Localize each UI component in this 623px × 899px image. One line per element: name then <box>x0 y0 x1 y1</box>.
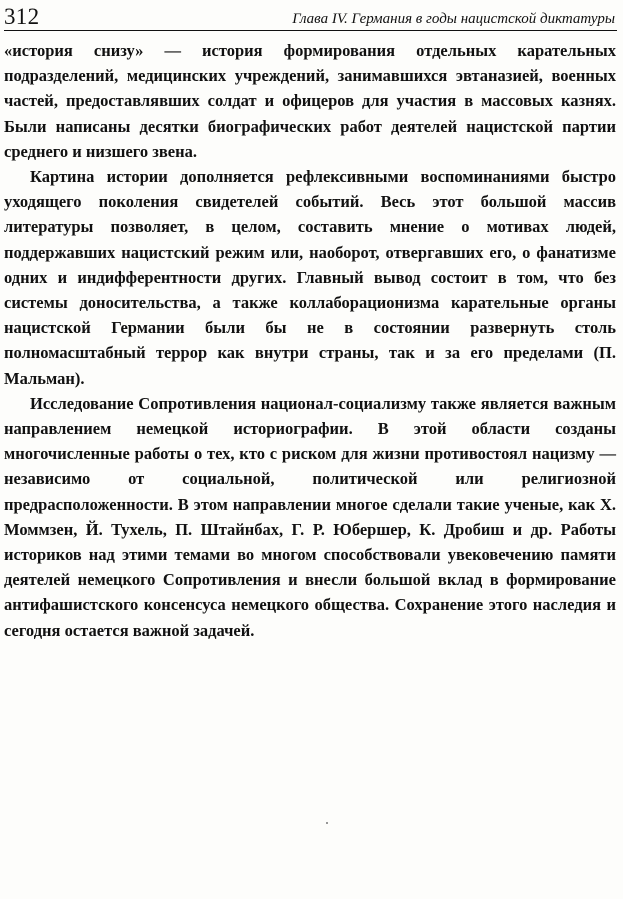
page-header <box>4 6 617 31</box>
paragraph-1: «история снизу» — история формирования отдельных карательных подразделений, медицинских учреждений, занимавшихся эвтаназией, военных частей, предоставлявших солдат и офицеров для участия в массовых казнях. Были написаны десятки биографических работ деятелей нацистской партии среднего и низшего звена. <box>4 41 616 161</box>
paragraph-3: Исследование Сопротивления национал-социализму также является важным направлением немецкой историографии. В этой области созданы многочисленные работы о тех, кто с риском для жизни противостоял нацизму — независимо от социальной, политической или религиозной предрасположенности. В этом направлении многое сделали такие ученые, как Х. Моммзен, Й. Тухель, П. Штайнбах, Г. Р. Юбершер, К. Дробиш и др. Работы историков над этими темами во многом способствовали увековечению памяти деятелей немецкого Сопротивления и внесли большой вклад в формирование антифашистского консенсуса немецкого общества. Сохранение этого наследия и сегодня остается важной задачей. <box>4 393 616 640</box>
running-title: Глава IV. Германия в годы нацистской диктатуры <box>292 11 615 27</box>
body-text <box>4 38 616 643</box>
page-number: 312 <box>4 4 40 29</box>
paragraph-2: Картина истории дополняется рефлексивными воспоминаниями быстро уходящего поколения свидетелей событий. Весь этот большой массив литературы позволяет, в целом, составить мнение о мотивах людей, поддержавших нацистский режим или, наоборот, отвергавших его, о фанатизме одних и индифферентности других. Главный вывод состоит в том, что без системы доносительства, а также коллаборационизма карательные органы нацистской Германии были бы не в состоянии развернуть столь полномасштабный террор как внутри страны, так и за его пределами (П. Мальман). <box>4 167 616 388</box>
stray-dot <box>326 822 328 824</box>
